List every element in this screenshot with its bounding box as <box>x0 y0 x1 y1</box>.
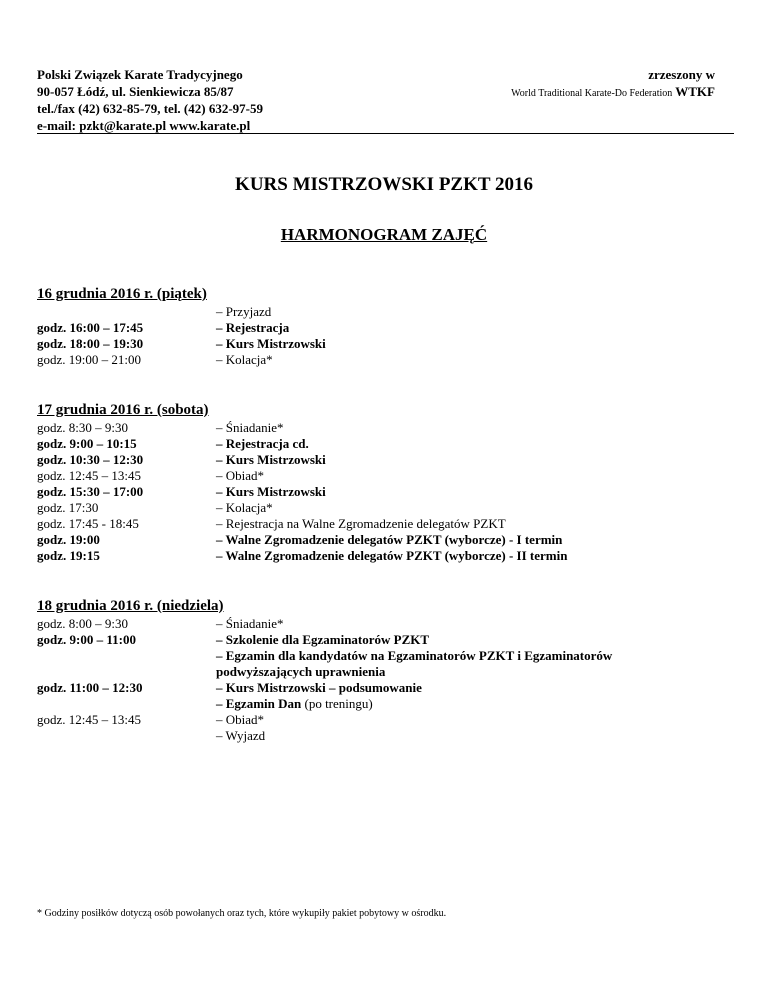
day-section-saturday <box>37 401 737 564</box>
activity-label: – Rejestracja cd. <box>216 436 309 451</box>
day-section-sunday <box>37 597 737 744</box>
schedule-row <box>37 664 737 680</box>
day-title: 17 grudnia 2016 r. (sobota) <box>37 402 209 418</box>
activity-label: – Rejestracja <box>216 320 290 335</box>
activity-label: – Egzamin dla kandydatów na Egzaminatorów PZKT i Egzaminatorów <box>216 648 613 663</box>
schedule-time <box>37 728 216 744</box>
schedule-activity <box>216 336 737 352</box>
activity-label: – Kurs Mistrzowski <box>216 484 326 499</box>
schedule-activity <box>216 516 737 532</box>
schedule-activity <box>216 484 737 500</box>
organization-address <box>37 66 263 134</box>
organization-phone: tel./fax (42) 632-85-79, tel. (42) 632-97-59 <box>37 101 263 116</box>
schedule-row <box>37 728 737 744</box>
schedule-activity <box>216 616 737 632</box>
activity-label: – Obiad* <box>216 712 265 727</box>
schedule-activity <box>216 468 737 484</box>
schedule-time: godz. 9:00 – 11:00 <box>37 632 136 647</box>
schedule-activity <box>216 664 737 680</box>
schedule-time: godz. 17:30 <box>37 500 99 515</box>
document-subtitle <box>0 225 768 245</box>
day-title: 16 grudnia 2016 r. (piątek) <box>37 286 207 302</box>
schedule-row <box>37 352 737 368</box>
organization-name: Polski Związek Karate Tradycyjnego <box>37 67 243 82</box>
schedule-row <box>37 304 737 320</box>
schedule-activity <box>216 648 737 664</box>
schedule-row <box>37 680 737 696</box>
schedule-row <box>37 712 737 728</box>
day-section-friday <box>37 285 737 368</box>
schedule-time <box>37 696 216 712</box>
activity-label: – Wyjazd <box>216 728 266 743</box>
affiliation-label: zrzeszony w <box>648 67 715 82</box>
schedule-activity <box>216 352 737 368</box>
schedule-time: godz. 12:45 – 13:45 <box>37 712 141 727</box>
schedule-time <box>37 304 216 320</box>
federation-affiliation <box>511 66 715 102</box>
activity-label: – Kurs Mistrzowski <box>216 336 326 351</box>
schedule-time: godz. 11:00 – 12:30 <box>37 680 143 695</box>
schedule-time: godz. 15:30 – 17:00 <box>37 484 144 499</box>
activity-label: podwyższających uprawnienia <box>216 664 386 679</box>
schedule-activity <box>216 532 737 548</box>
schedule-activity <box>216 728 737 744</box>
activity-label: – Kolacja* <box>216 500 273 515</box>
activity-label: – Śniadanie* <box>216 420 284 435</box>
activity-label: – Śniadanie* <box>216 616 284 631</box>
header-divider <box>37 133 734 134</box>
schedule-activity <box>216 452 737 468</box>
federation-abbr: WTKF <box>675 84 715 99</box>
day-title: 18 grudnia 2016 r. (niedziela) <box>37 598 224 614</box>
schedule-row <box>37 632 737 648</box>
schedule-row <box>37 616 737 632</box>
activity-label: – Kurs Mistrzowski – podsumowanie <box>216 680 422 695</box>
schedule-time: godz. 19:15 <box>37 548 100 563</box>
schedule-row <box>37 320 737 336</box>
schedule-time: godz. 18:00 – 19:30 <box>37 336 144 351</box>
schedule-row <box>37 548 737 564</box>
schedule-time: godz. 10:30 – 12:30 <box>37 452 144 467</box>
document-title: KURS MISTRZOWSKI PZKT 2016 <box>235 174 533 195</box>
schedule-time: godz. 8:00 – 9:30 <box>37 616 128 631</box>
schedule-rows <box>37 304 737 368</box>
schedule-time <box>37 648 216 664</box>
schedule-row <box>37 452 737 468</box>
organization-contact: e-mail: pzkt@karate.pl www.karate.pl <box>37 118 251 133</box>
activity-label: – Egzamin Dan <box>216 696 302 711</box>
schedule-activity <box>216 696 737 712</box>
schedule-time: godz. 9:00 – 10:15 <box>37 436 137 451</box>
activity-label: – Rejestracja na Walne Zgromadzenie delegatów PZKT <box>216 516 506 531</box>
schedule-activity <box>216 632 737 648</box>
activity-label: – Przyjazd <box>216 304 272 319</box>
schedule-time: godz. 16:00 – 17:45 <box>37 320 144 335</box>
schedule-row <box>37 648 737 664</box>
activity-label: – Kurs Mistrzowski <box>216 452 326 467</box>
schedule-rows <box>37 420 737 564</box>
schedule-row <box>37 532 737 548</box>
schedule-activity <box>216 436 737 452</box>
schedule-time: godz. 19:00 – 21:00 <box>37 352 141 367</box>
schedule-rows <box>37 616 737 744</box>
schedule-activity <box>216 320 737 336</box>
schedule-row <box>37 420 737 436</box>
schedule-activity <box>216 304 737 320</box>
activity-label: – Kolacja* <box>216 352 273 367</box>
schedule-activity <box>216 548 737 564</box>
schedule-time: godz. 12:45 – 13:45 <box>37 468 141 483</box>
meal-footnote: * Godziny posiłków dotyczą osób powołanych oraz tych, które wykupiły pakiet pobytowy w ośrodku. <box>37 908 447 919</box>
schedule-row <box>37 436 737 452</box>
schedule-row <box>37 500 737 516</box>
schedule-row <box>37 696 737 712</box>
schedule-time <box>37 664 216 680</box>
schedule-row <box>37 484 737 500</box>
activity-label: – Obiad* <box>216 468 265 483</box>
schedule-activity <box>216 680 737 696</box>
activity-note: (po treningu) <box>301 696 373 711</box>
subtitle-text: HARMONOGRAM ZAJĘĆ <box>280 225 488 244</box>
schedule-activity <box>216 500 737 516</box>
schedule-time: godz. 8:30 – 9:30 <box>37 420 128 435</box>
schedule-time: godz. 19:00 <box>37 532 100 547</box>
schedule-row <box>37 516 737 532</box>
activity-label: – Walne Zgromadzenie delegatów PZKT (wyborcze) - I termin <box>216 532 563 547</box>
schedule-activity <box>216 712 737 728</box>
federation-name: World Traditional Karate-Do Federation <box>511 88 673 99</box>
activity-label: – Walne Zgromadzenie delegatów PZKT (wyborcze) - II termin <box>216 548 568 563</box>
schedule-activity <box>216 420 737 436</box>
schedule-time: godz. 17:45 - 18:45 <box>37 516 139 531</box>
schedule-row <box>37 468 737 484</box>
activity-label: – Szkolenie dla Egzaminatorów PZKT <box>216 632 430 647</box>
schedule-row <box>37 336 737 352</box>
organization-street: 90-057 Łódź, ul. Sienkiewicza 85/87 <box>37 84 234 99</box>
